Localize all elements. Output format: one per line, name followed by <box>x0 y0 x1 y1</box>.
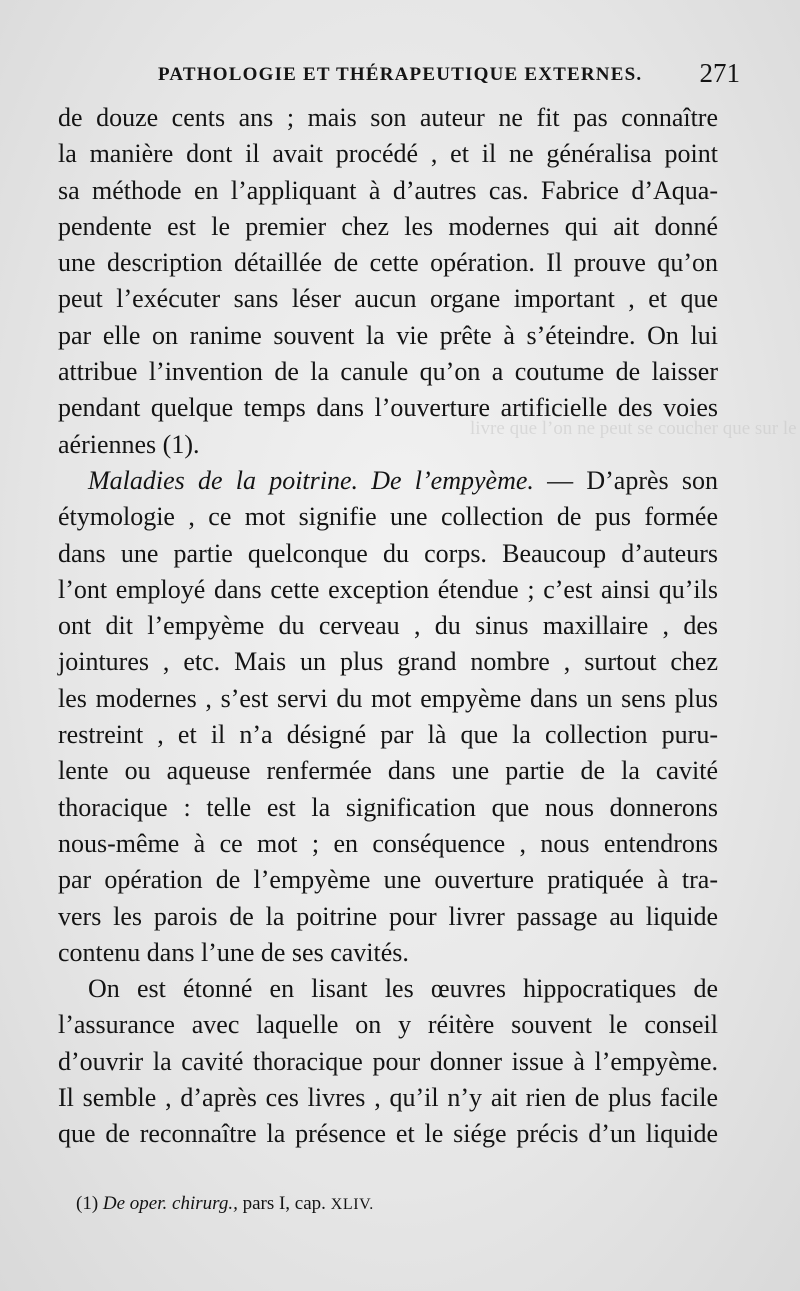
text-line: peut l’exécuter sans léser aucun organe important , et que <box>58 284 718 314</box>
text-line: jointures , etc. Mais un plus grand nombre , surtout chez <box>58 647 718 677</box>
text-line: attribue l’invention de la canule qu’on a coutume de laisser <box>58 357 718 387</box>
text-line: l’ont employé dans cette exception étendue ; c’est ainsi qu’ils <box>58 574 718 604</box>
text-line: étymologie , ce mot signifie une collection de pus formée <box>58 502 718 532</box>
text-line: thoracique : telle est la signification que nous donnerons <box>58 792 718 822</box>
text-line: de douze cents ans ; mais son auteur ne fit pas connaître <box>58 103 718 132</box>
text-line: la manière dont il avait procédé , et il ne généralisa point <box>58 139 718 169</box>
body-text <box>58 100 718 1153</box>
text-line: vers les parois de la poitrine pour livrer passage au liquide <box>58 901 718 931</box>
section-heading: Maladies de la poitrine. De l’empyème. <box>88 465 534 495</box>
show-through-text: livre que l’on ne peut se coucher que sur le <box>470 418 797 439</box>
footnote-chapter: XLIV. <box>330 1196 374 1213</box>
footnote <box>76 1193 374 1215</box>
text-line: les modernes , s’est servi du mot empyème dans un sens plus <box>58 683 718 713</box>
footnote-marker: (1) <box>76 1193 99 1214</box>
page-number: 271 <box>699 58 740 88</box>
footnote-reference: pars I, cap. <box>242 1193 326 1214</box>
text-line: nous-même à ce mot ; en conséquence , nous entendrons <box>58 828 718 858</box>
footnote-title: De oper. chirurg., <box>102 1193 238 1214</box>
text-line: ont dit l’empyème du cerveau , du sinus maxillaire , des <box>58 611 718 641</box>
text-line: lente ou aqueuse renfermée dans une partie de la cavité <box>58 756 718 786</box>
text-line: Il semble , d’après ces livres , qu’il n’y ait rien de plus facile <box>58 1083 718 1113</box>
text-line: par elle on ranime souvent la vie prête à s’éteindre. On lui <box>58 320 718 350</box>
text-line: l’assurance avec laquelle on y réitère souvent le conseil <box>58 1010 718 1040</box>
text-line: contenu dans l’une de ses cavités. <box>58 937 409 967</box>
running-title: PATHOLOGIE ET THÉRAPEUTIQUE EXTERNES. <box>158 64 643 85</box>
text-line: par opération de l’empyème une ouverture pratiquée à tra- <box>58 865 718 895</box>
text-line: aériennes (1). <box>58 429 200 459</box>
running-head <box>140 58 740 92</box>
text-line: que de reconnaître la présence et le siége précis d’un liquide <box>58 1119 718 1149</box>
text-line: sa méthode en l’appliquant à d’autres cas. Fabrice d’Aqua- <box>58 175 718 205</box>
text-line: d’ouvrir la cavité thoracique pour donner issue à l’empyème. <box>58 1046 718 1076</box>
text-line: dans une partie quelconque du corps. Beaucoup d’auteurs <box>58 538 718 568</box>
text-line: On est étonné en lisant les œuvres hippocratiques de <box>88 974 718 1004</box>
section-first-line <box>58 463 718 499</box>
text-line: pendente est le premier chez les modernes qui ait donné <box>58 211 718 241</box>
text-line: pendant quelque temps dans l’ouverture artificielle des voies <box>58 393 718 423</box>
text-line: — D’après son <box>547 465 718 495</box>
text-line: restreint , et il n’a désigné par là que la collection puru- <box>58 720 718 750</box>
text-line: une description détaillée de cette opération. Il prouve qu’on <box>58 248 718 278</box>
